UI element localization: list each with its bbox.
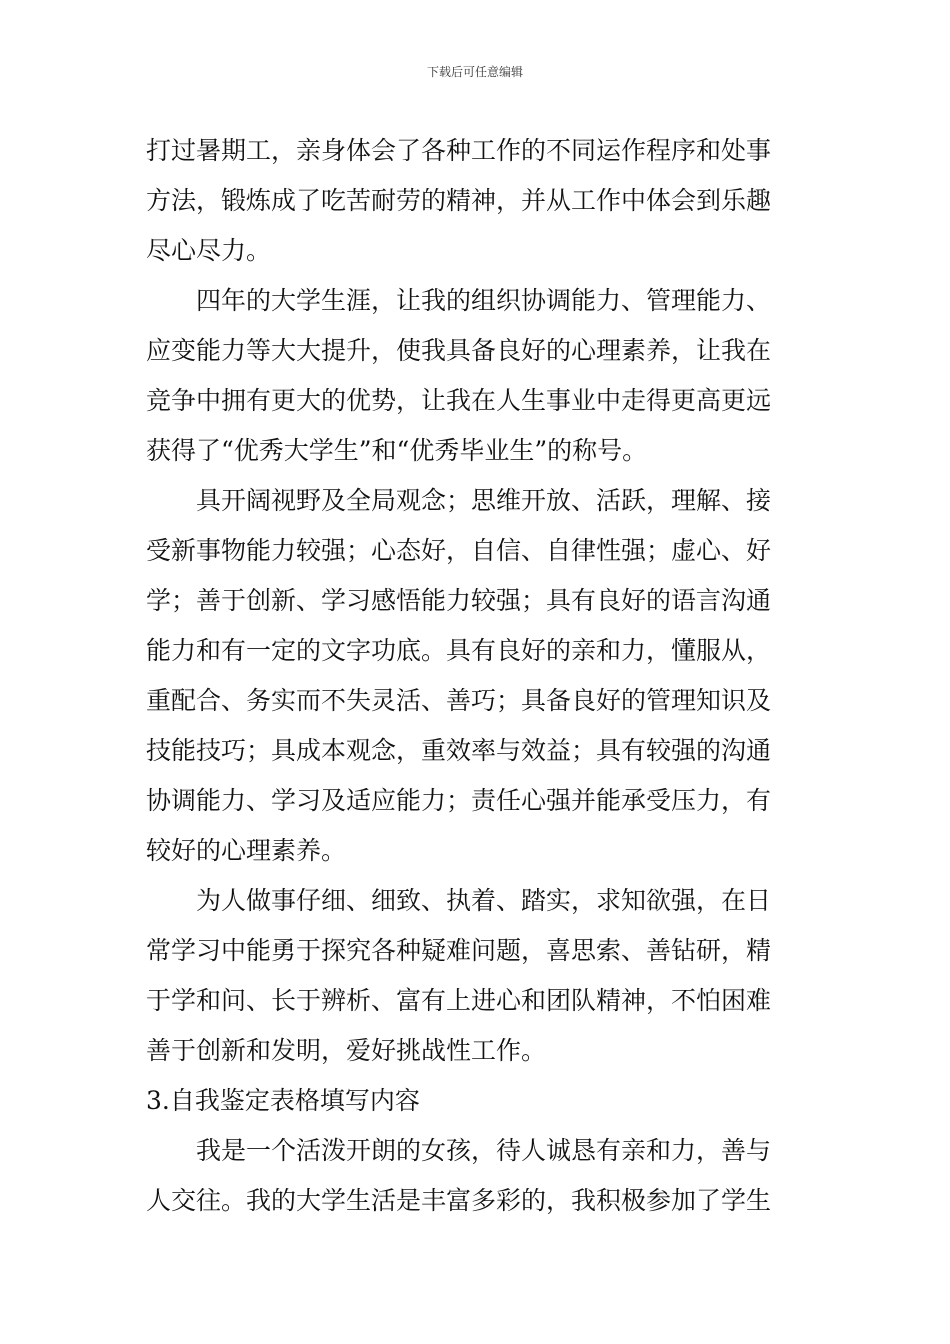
text-line: 常学习中能勇于探究各种疑难问题，喜思索、善钻研，精 <box>146 936 772 965</box>
text-line: 人交往。我的大学生活是丰富多彩的，我积极参加了学生 <box>146 1186 772 1215</box>
text-line: 重配合、务实而不失灵活、善巧；具备良好的管理知识及 <box>146 686 772 715</box>
text-line: 应变能力等大大提升，使我具备良好的心理素养，让我在 <box>146 336 772 365</box>
document-body <box>146 126 810 1226</box>
text-line: 打过暑期工，亲身体会了各种工作的不同运作程序和处事 <box>146 136 772 165</box>
section-heading: 3.自我鉴定表格填写内容 <box>146 1086 420 1115</box>
text-line: 竞争中拥有更大的优势，让我在人生事业中走得更高更远 <box>146 386 772 415</box>
text-line: 技能技巧；具成本观念，重效率与效益；具有较强的沟通 <box>146 736 772 765</box>
text-line: 较好的心理素养。 <box>146 836 347 865</box>
text-line: 于学和问、长于辨析、富有上进心和团队精神，不怕困难 <box>146 986 772 1015</box>
text-line: 善于创新和发明，爱好挑战性工作。 <box>146 1036 547 1065</box>
text-line: 受新事物能力较强；心态好，自信、自律性强；虚心、好 <box>146 536 772 565</box>
paragraph-first-line: 我是一个活泼开朗的女孩，待人诚恳有亲和力，善与 <box>196 1136 772 1165</box>
text-line: 学；善于创新、学习感悟能力较强；具有良好的语言沟通 <box>146 586 772 615</box>
text-line: 协调能力、学习及适应能力；责任心强并能承受压力，有 <box>146 786 772 815</box>
text-line: 尽心尽力。 <box>146 236 272 265</box>
page-header: 下载后可任意编辑 <box>426 65 523 79</box>
text-line: 获得了“优秀大学生”和“优秀毕业生”的称号。 <box>146 436 648 465</box>
paragraph-first-line: 具开阔视野及全局观念；思维开放、活跃，理解、接 <box>196 486 772 515</box>
paragraph-first-line: 四年的大学生涯，让我的组织协调能力、管理能力、 <box>196 286 772 315</box>
text-line: 能力和有一定的文字功底。具有良好的亲和力，懂服从， <box>146 636 772 665</box>
paragraph-first-line: 为人做事仔细、细致、执着、踏实，求知欲强，在日 <box>196 886 772 915</box>
text-line: 方法，锻炼成了吃苦耐劳的精神，并从工作中体会到乐趣 <box>146 186 772 215</box>
